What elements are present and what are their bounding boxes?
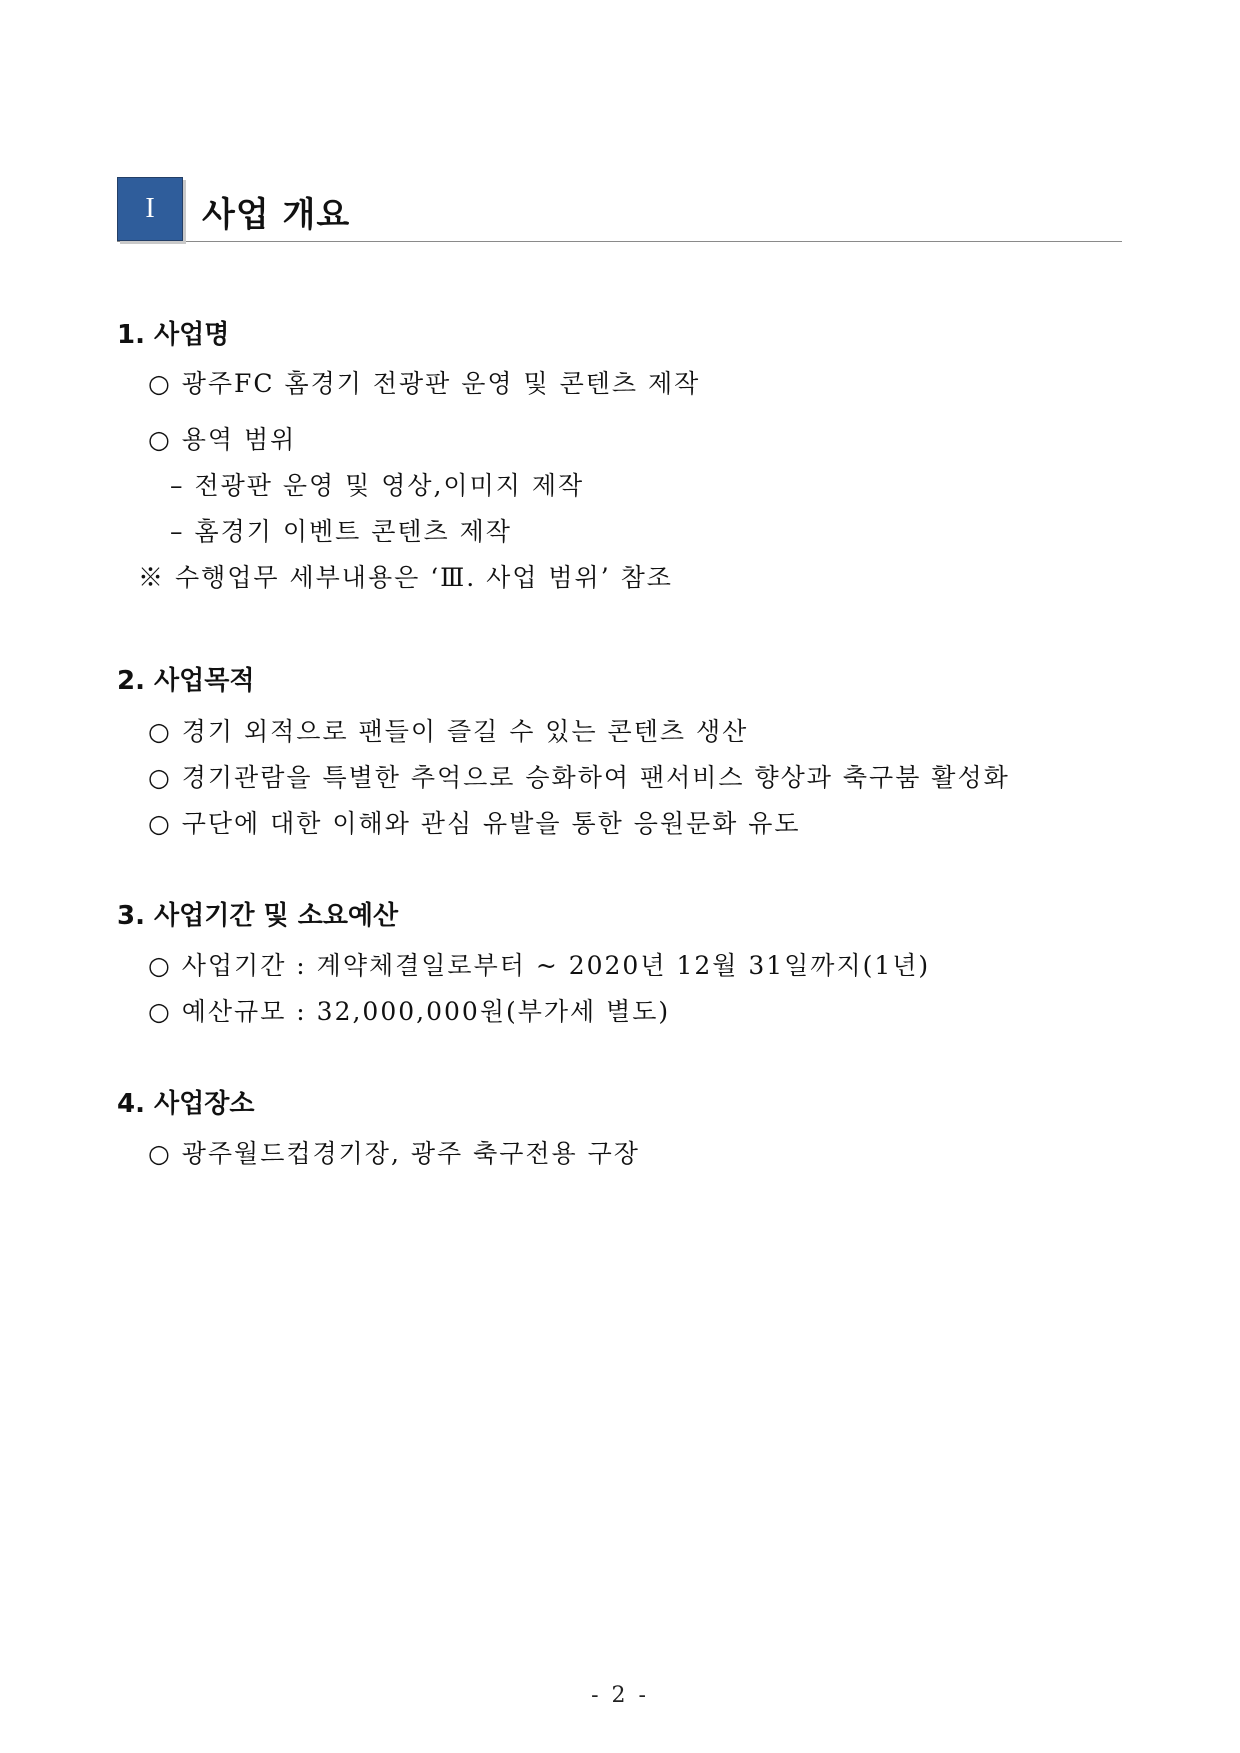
section-1-subitem-event-content: – 홈경기 이벤트 콘텐츠 제작: [170, 517, 512, 546]
section-1-item-project-name: ○ 광주FC 홈경기 전광판 운영 및 콘텐츠 제작: [148, 369, 701, 398]
page-number: - 2 -: [591, 1683, 649, 1708]
section-3-item-period: ○ 사업기간 : 계약체결일로부터 ~ 2020년 12월 31일까지(1년): [148, 951, 931, 980]
chapter-header: [117, 177, 1122, 242]
chapter-number-box: I: [117, 177, 183, 241]
chapter-title: 사업 개요: [202, 195, 351, 235]
section-2-item-2: ○ 경기관람을 특별한 추억으로 승화하여 팬서비스 향상과 축구붐 활성화: [148, 763, 1010, 792]
section-heading-2: 2. 사업목적: [117, 666, 255, 696]
section-1-item-scope: ○ 용역 범위: [148, 425, 297, 454]
section-1-subitem-display-operation: – 전광판 운영 및 영상,이미지 제작: [170, 471, 585, 500]
section-2-item-1: ○ 경기 외적으로 팬들이 즐길 수 있는 콘텐츠 생산: [148, 717, 749, 746]
section-2-item-3: ○ 구단에 대한 이해와 관심 유발을 통한 응원문화 유도: [148, 809, 801, 838]
section-heading-3: 3. 사업기간 및 소요예산: [117, 901, 399, 931]
section-heading-4: 4. 사업장소: [117, 1089, 255, 1119]
section-3-item-budget: ○ 예산규모 : 32,000,000원(부가세 별도): [148, 997, 671, 1026]
section-1-note: ※ 수행업무 세부내용은 ‘Ⅲ. 사업 범위’ 참조: [138, 563, 673, 592]
section-4-item-location: ○ 광주월드컵경기장, 광주 축구전용 구장: [148, 1139, 640, 1168]
section-heading-1: 1. 사업명: [117, 320, 230, 350]
